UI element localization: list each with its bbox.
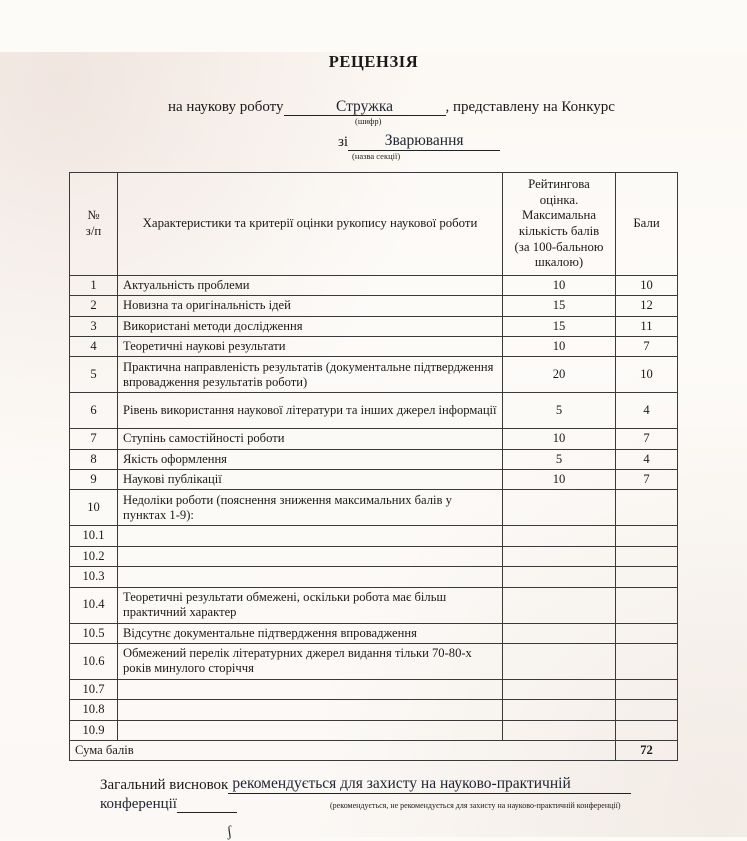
table-row <box>70 526 678 546</box>
table-row <box>70 449 678 469</box>
section-value-field[interactable]: Зварювання <box>348 132 500 151</box>
header-criteria: Характеристики та критерії оцінки рукопису наукової роботи <box>118 173 503 276</box>
subject-value-field[interactable]: Стружка <box>284 99 446 116</box>
table-row <box>70 470 678 490</box>
row-max <box>503 623 616 643</box>
subject-prefix-label: на наукову роботу <box>168 99 284 116</box>
row-desc[interactable] <box>118 526 503 546</box>
conclusion-value-continuation[interactable]: конференції <box>100 796 177 813</box>
row-num: 10.6 <box>70 643 118 679</box>
row-score[interactable]: 10 <box>616 357 678 393</box>
row-num: 7 <box>70 429 118 449</box>
row-desc[interactable] <box>118 567 503 587</box>
row-num: 4 <box>70 337 118 357</box>
row-score[interactable] <box>616 700 678 720</box>
row-max <box>503 587 616 623</box>
conclusion-prefix-label: Загальний висновок <box>100 777 229 794</box>
row-max: 15 <box>503 296 616 316</box>
handwritten-mark: ʃ <box>225 823 234 841</box>
row-score[interactable] <box>616 526 678 546</box>
row-num: 10.9 <box>70 720 118 740</box>
row-max: 10 <box>503 337 616 357</box>
row-desc[interactable] <box>118 679 503 699</box>
row-score[interactable] <box>616 546 678 566</box>
row-desc: Теоретичні наукові результати <box>118 337 503 357</box>
total-value[interactable]: 72 <box>616 740 678 760</box>
row-score[interactable]: 10 <box>616 275 678 295</box>
row-desc: Практична направленість результатів (документальне підтвердження впровадження результатів роботи) <box>118 357 503 393</box>
row-score[interactable] <box>616 490 678 526</box>
table-row <box>70 429 678 449</box>
header-max-points <box>503 173 616 276</box>
row-max: 10 <box>503 275 616 295</box>
section-prefix-label: зі <box>338 134 349 151</box>
header-max-line-1: оцінка. <box>539 192 579 207</box>
row-desc[interactable] <box>118 700 503 720</box>
row-num: 8 <box>70 449 118 469</box>
row-max <box>503 700 616 720</box>
table-row <box>70 700 678 720</box>
row-score[interactable]: 11 <box>616 316 678 336</box>
row-desc: Новизна та оригінальність ідей <box>118 296 503 316</box>
row-max: 10 <box>503 429 616 449</box>
row-score[interactable]: 12 <box>616 296 678 316</box>
header-max-line-3: кількість балів <box>518 224 600 239</box>
row-desc: Якість оформлення <box>118 449 503 469</box>
row-max <box>503 567 616 587</box>
row-max <box>503 490 616 526</box>
header-num-line2: з/п <box>85 224 102 239</box>
table-row <box>70 275 678 295</box>
row-score[interactable] <box>616 567 678 587</box>
row-max: 20 <box>503 357 616 393</box>
header-max-line-2: Максимальна <box>521 208 597 223</box>
row-num: 10.1 <box>70 526 118 546</box>
subject-line <box>0 99 747 116</box>
section-line <box>0 132 747 151</box>
row-num: 10 <box>70 490 118 526</box>
table-row <box>70 623 678 643</box>
table-row <box>70 393 678 429</box>
row-num: 10.4 <box>70 587 118 623</box>
row-score[interactable] <box>616 623 678 643</box>
table-header-row <box>70 173 678 276</box>
section-hint-row <box>0 151 747 161</box>
row-score[interactable]: 4 <box>616 393 678 429</box>
table-row <box>70 337 678 357</box>
table-row <box>70 643 678 679</box>
row-max: 5 <box>503 449 616 469</box>
header-max-line-4: (за 100-бальною <box>514 239 604 254</box>
row-desc: Використані методи дослідження <box>118 316 503 336</box>
row-max <box>503 546 616 566</box>
row-desc[interactable] <box>118 546 503 566</box>
header-score: Бали <box>616 173 678 276</box>
table-total-row <box>70 740 678 760</box>
conclusion-underline-tail <box>177 797 237 813</box>
row-desc: Ступінь самостійності роботи <box>118 429 503 449</box>
table-row <box>70 490 678 526</box>
row-score[interactable] <box>616 679 678 699</box>
table-row <box>70 679 678 699</box>
review-document-page <box>0 52 747 841</box>
row-num: 10.5 <box>70 623 118 643</box>
table-row <box>70 587 678 623</box>
row-num: 10.3 <box>70 567 118 587</box>
row-num: 6 <box>70 393 118 429</box>
table-row <box>70 720 678 740</box>
row-score[interactable]: 7 <box>616 337 678 357</box>
table-row <box>70 567 678 587</box>
criteria-table <box>69 172 678 761</box>
row-num: 9 <box>70 470 118 490</box>
row-num: 5 <box>70 357 118 393</box>
table-row <box>70 546 678 566</box>
header-max-line-5: шкалою) <box>534 255 584 270</box>
page-title: РЕЦЕНЗІЯ <box>328 52 419 71</box>
row-max <box>503 679 616 699</box>
row-desc[interactable]: Відсутнє документальне підтвердження впровадження <box>118 623 503 643</box>
header-num <box>70 173 118 276</box>
row-score[interactable]: 4 <box>616 449 678 469</box>
row-score[interactable] <box>616 587 678 623</box>
section-hint: (назва секції) <box>352 151 401 162</box>
row-desc: Рівень використання наукової літератури та інших джерел інформації <box>118 393 503 429</box>
row-desc[interactable] <box>118 720 503 740</box>
row-num: 1 <box>70 275 118 295</box>
row-num: 10.8 <box>70 700 118 720</box>
row-max <box>503 643 616 679</box>
row-max: 10 <box>503 470 616 490</box>
conclusion-hint: (рекомендується, не рекомендується для захисту на науково-практичній конференції) <box>330 801 621 811</box>
row-max: 15 <box>503 316 616 336</box>
row-score[interactable]: 7 <box>616 429 678 449</box>
row-score[interactable] <box>616 720 678 740</box>
row-num: 10.2 <box>70 546 118 566</box>
subject-hint: (шифр) <box>355 116 382 127</box>
row-desc[interactable]: Обмежений перелік літературних джерел видання тільки 70-80-х років минулого сторіччя <box>118 643 503 679</box>
row-num: 3 <box>70 316 118 336</box>
header-num-line1: № <box>87 208 100 223</box>
row-score[interactable]: 7 <box>616 470 678 490</box>
row-desc: Актуальність проблеми <box>118 275 503 295</box>
conclusion-value-field[interactable]: рекомендується для захисту на науково-практичній <box>228 775 631 794</box>
total-label: Сума балів <box>70 740 616 760</box>
table-row <box>70 357 678 393</box>
subject-suffix-label: , представлену на Конкурс <box>445 99 615 116</box>
header-max-line-0: Рейтингова <box>528 177 590 192</box>
table-row <box>70 296 678 316</box>
row-desc: Наукові публікації <box>118 470 503 490</box>
row-num: 2 <box>70 296 118 316</box>
row-max <box>503 720 616 740</box>
row-desc: Недоліки роботи (пояснення зниження максимальних балів у пунктах 1-9): <box>118 490 503 526</box>
table-row <box>70 316 678 336</box>
row-num: 10.7 <box>70 679 118 699</box>
row-desc[interactable]: Теоретичні результати обмежені, оскільки робота має більш практичний характер <box>118 587 503 623</box>
row-max: 5 <box>503 393 616 429</box>
row-max <box>503 526 616 546</box>
row-score[interactable] <box>616 643 678 679</box>
subject-hint-row <box>0 116 747 126</box>
